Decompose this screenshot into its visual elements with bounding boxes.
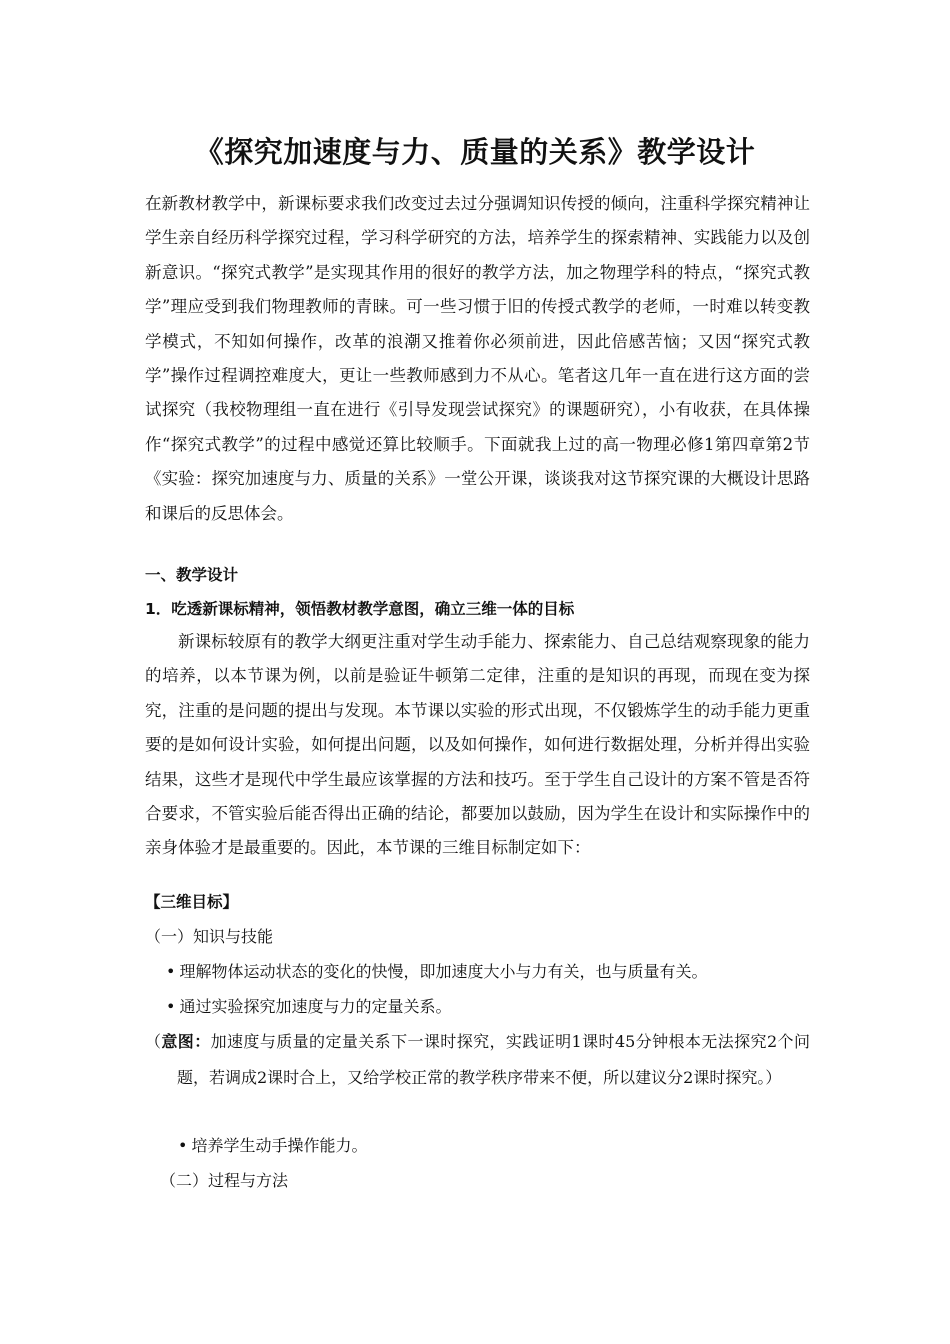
document-title: 《探究加速度与力、质量的关系》教学设计	[194, 135, 756, 169]
intro-paragraph: 在新教材教学中，新课标要求我们改变过去过分强调知识传授的倾向，注重科学探究精神让学生亲自经历科学探究过程，学习科学研究的方法，培养学生的探索精神、实践能力以及创新意识。“探究式教学”是实现其作用的很好的教学方法，加之物理学科的特点，“探究式教学”理应受到我们物理教师的青睐。可一些习惯于旧的传授式教学的老师，一时难以转变教学模式，不知如何操作，改革的浪潮又推着你必须前进，因此倍感苦恼；又因“探究式教学”操作过程调控难度大，更让一些教师感到力不从心。笔者这几年一直在进行这方面的尝试探究（我校物理组一直在进行《引导发现尝试探究》的课题研究），小有收获，在具体操作“探究式教学”的过程中感觉还算比较顺手。下面就我上过的高一物理必修1第四章第2节《实验：探究加速度与力、质量的关系》一堂公开课，谈谈我对这节探究课的大概设计思路和课后的反思体会。	[145, 194, 810, 523]
bullet-icon: •	[166, 962, 176, 981]
goal-knowledge-heading: （一）知识与技能	[145, 927, 274, 946]
section-heading: 一、教学设计	[145, 566, 239, 584]
goals-heading: 【三维目标】	[145, 893, 239, 911]
list-item-text: 理解物体运动状态的变化的快慢，即加速度大小与力有关，也与质量有关。	[179, 962, 708, 981]
sub-heading: 1．吃透新课标精神，领悟教材教学意图，确立三维一体的目标	[145, 600, 575, 618]
intent-note	[145, 1024, 810, 1096]
intent-label: 意图：	[161, 1032, 211, 1051]
intent-open-paren: （	[145, 1032, 162, 1051]
intent-text: 加速度与质量的定量关系下一课时探究，实践证明1课时45分钟根本无法探究2个问题，若调成2课时合上，又给学校正常的教学秩序带来不便，所以建议分2课时探究。）	[177, 1032, 810, 1087]
list-item	[166, 994, 451, 1020]
list-item	[178, 1133, 367, 1159]
body-paragraph: 新课标较原有的教学大纲更注重对学生动手能力、探索能力、自己总结观察现象的能力的培养，以本节课为例，以前是验证牛顿第二定律，注重的是知识的再现，而现在变为探究，注重的是问题的提出与发现。本节课以实验的形式出现，不仅锻炼学生的动手能力更重要的是如何设计实验，如何提出问题，以及如何操作，如何进行数据处理，分析并得出实验结果，这些才是现代中学生最应该掌握的方法和技巧。至于学生自己设计的方案不管是否符合要求，不管实验后能否得出正确的结论，都要加以鼓励，因为学生在设计和实际操作中的亲身体验才是最重要的。因此，本节课的三维目标制定如下：	[145, 632, 810, 858]
goal-process-heading: （二）过程与方法	[160, 1171, 289, 1190]
list-item-text: 培养学生动手操作能力。	[191, 1136, 368, 1155]
bullet-icon: •	[178, 1136, 188, 1155]
list-item	[166, 959, 707, 985]
list-item-text: 通过实验探究加速度与力的定量关系。	[179, 997, 452, 1016]
bullet-icon: •	[166, 997, 176, 1016]
